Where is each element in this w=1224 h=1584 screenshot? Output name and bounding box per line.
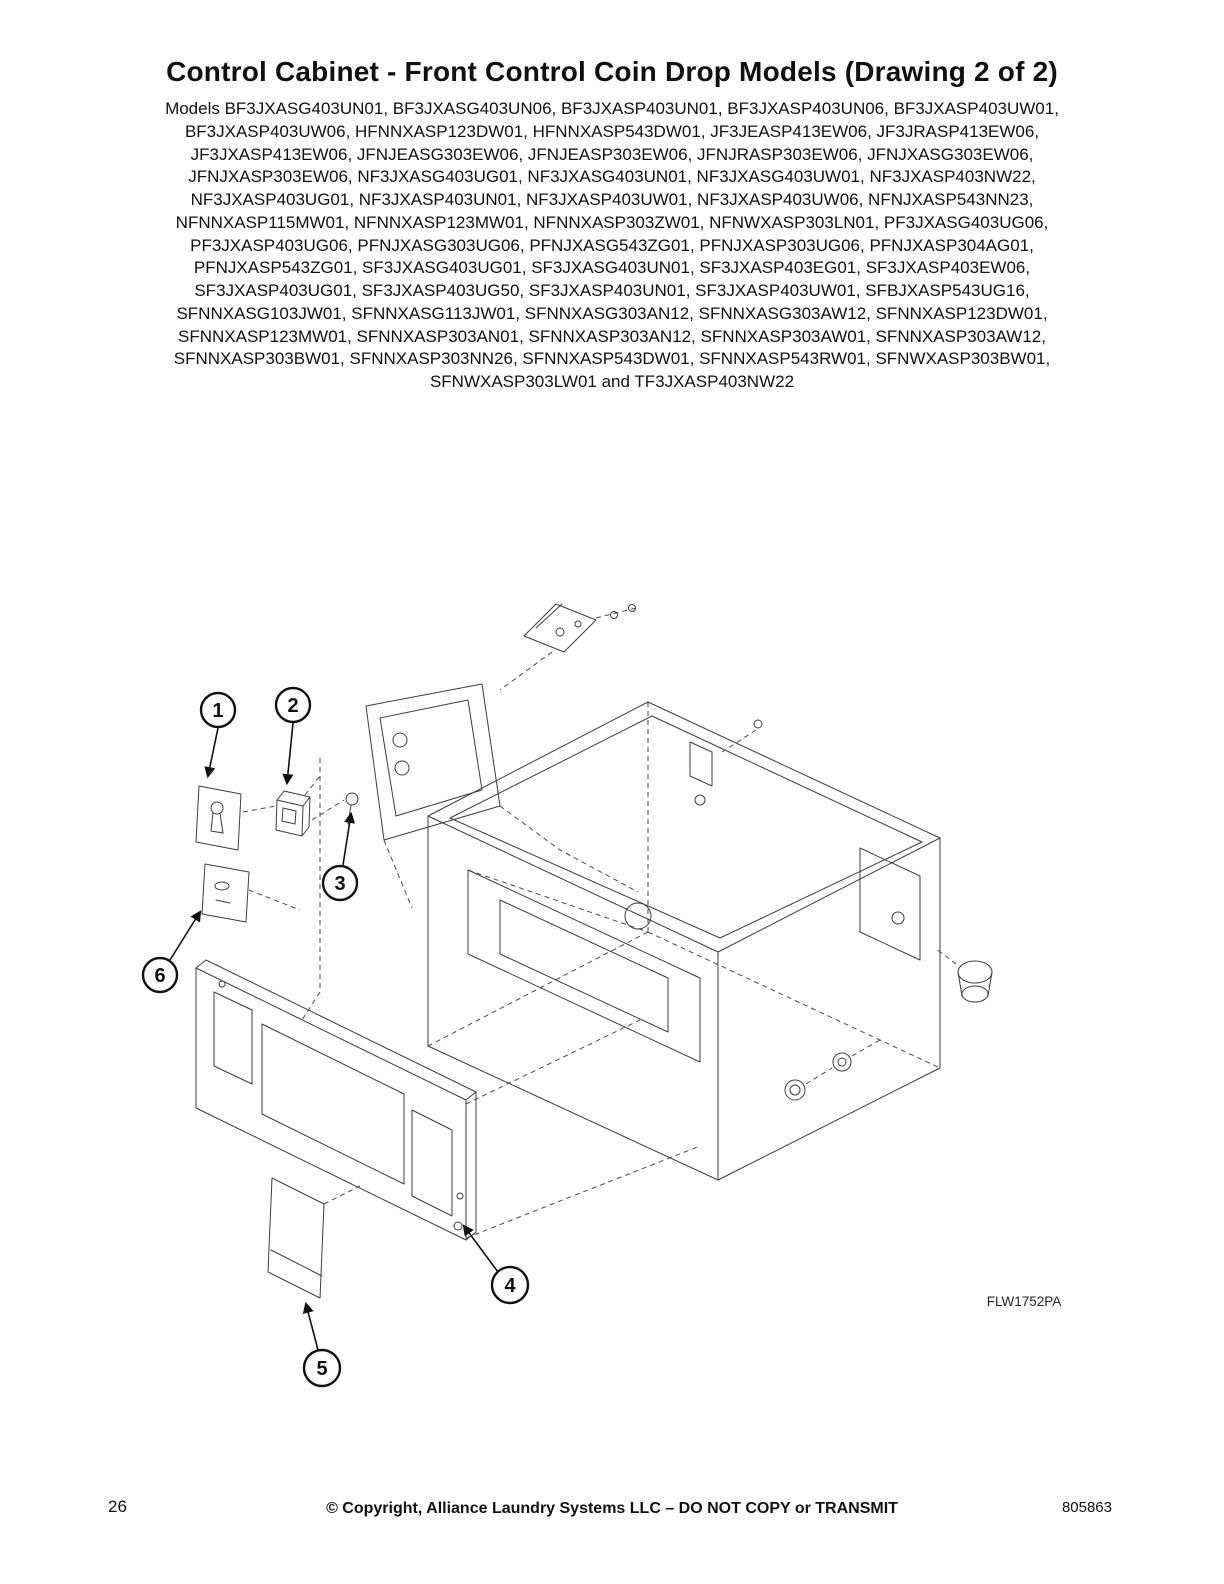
callout-2-number: 2 bbox=[287, 695, 299, 717]
models-line: SFNNXASP123MW01, SFNNXASP303AN01, SFNNXASP303AN12, SFNNXASP303AW01, SFNNXASP303AW12, bbox=[178, 326, 1046, 346]
callout-6-number: 6 bbox=[154, 965, 166, 987]
models-line: PFNJXASP543ZG01, SF3JXASG403UG01, SF3JXASG403UN01, SF3JXASP403EG01, SF3JXASP403EW06, bbox=[193, 258, 1031, 278]
callout-5-number: 5 bbox=[316, 1358, 328, 1380]
models-line: JFNJXASP303EW06, NF3JXASG403UG01, NF3JXASG403UN01, NF3JXASG403UW01, NF3JXASP403NW22, bbox=[188, 167, 1036, 187]
models-line: JF3JXASP413EW06, JFNJEASG303EW06, JFNJEASP303EW06, JFNJRASP303EW06, JFNJXASG303EW06, bbox=[190, 144, 1034, 164]
rear-control-plate bbox=[366, 684, 638, 908]
figure-code: FLW1752PA bbox=[986, 1294, 1062, 1309]
cabinet-wireframe bbox=[428, 702, 940, 1180]
models-line: BF3JXASP403UW06, HFNNXASP123DW01, HFNNXASP543DW01, JF3JEASP413EW06, JF3JRASP413EW06, bbox=[184, 121, 1040, 141]
models-line: NFNNXASP115MW01, NFNNXASP123MW01, NFNNXASP303ZW01, NFNWXASP303LN01, PF3JXASG403UG06, bbox=[175, 212, 1049, 232]
screw-part-3 bbox=[346, 793, 358, 824]
page-title: Control Cabinet - Front Control Coin Drop Models (Drawing 2 of 2) bbox=[166, 56, 1058, 87]
top-bracket-part bbox=[500, 604, 640, 690]
models-line: Models BF3JXASG403UN01, BF3JXASG403UN06, BF3JXASP403UN01, BF3JXASP403UN06, BF3JXASP403UW01, bbox=[165, 99, 1059, 118]
callout-1-number: 1 bbox=[212, 700, 224, 722]
callout-5 bbox=[304, 1304, 340, 1386]
callout-4-number: 4 bbox=[504, 1275, 516, 1297]
models-line: NF3JXASP403UG01, NF3JXASP403UN01, NF3JXASP403UW01, NF3JXASP403UW06, NFNJXASP543NN23, bbox=[190, 190, 1034, 210]
copyright-notice: © Copyright, Alliance Laundry Systems LLC – DO NOT COPY or TRANSMIT bbox=[326, 1500, 898, 1517]
models-line: SF3JXASP403UG01, SF3JXASP403UG50, SF3JXASP403UN01, SF3JXASP403UW01, SFBJXASP543UG16, bbox=[194, 281, 1030, 301]
models-line: PF3JXASP403UG06, PFNJXASG303UG06, PFNJXASG543ZG01, PFNJXASP303UG06, PFNJXASP304AG01, bbox=[190, 235, 1034, 255]
document-number: 805863 bbox=[1061, 1499, 1112, 1516]
models-line: SFNNXASP303BW01, SFNNXASP303NN26, SFNNXASP543DW01, SFNNXASP543RW01, SFNWXASP303BW01, bbox=[173, 349, 1051, 369]
callout-6 bbox=[143, 912, 200, 992]
callout-1 bbox=[201, 693, 235, 776]
callout-2 bbox=[276, 688, 310, 783]
plate-part-6 bbox=[202, 864, 249, 922]
overlay-card-part bbox=[268, 1178, 360, 1298]
coin-vault-lock-part bbox=[938, 950, 992, 1002]
page-number: 26 bbox=[108, 1497, 127, 1516]
models-line: SFNNXASG103JW01, SFNNXASG113JW01, SFNNXASG303AN12, SFNNXASG303AW12, SFNNXASP123DW01, bbox=[176, 303, 1048, 323]
callout-3 bbox=[323, 814, 357, 900]
switch-part-2 bbox=[276, 791, 310, 836]
callout-3-number: 3 bbox=[334, 873, 346, 895]
trim-plate-part-1 bbox=[196, 786, 241, 850]
models-line: SFNWXASP303LW01 and TF3JXASP403NW22 bbox=[429, 372, 795, 392]
callout-4 bbox=[464, 1226, 528, 1303]
fastener-parts bbox=[785, 1040, 880, 1100]
